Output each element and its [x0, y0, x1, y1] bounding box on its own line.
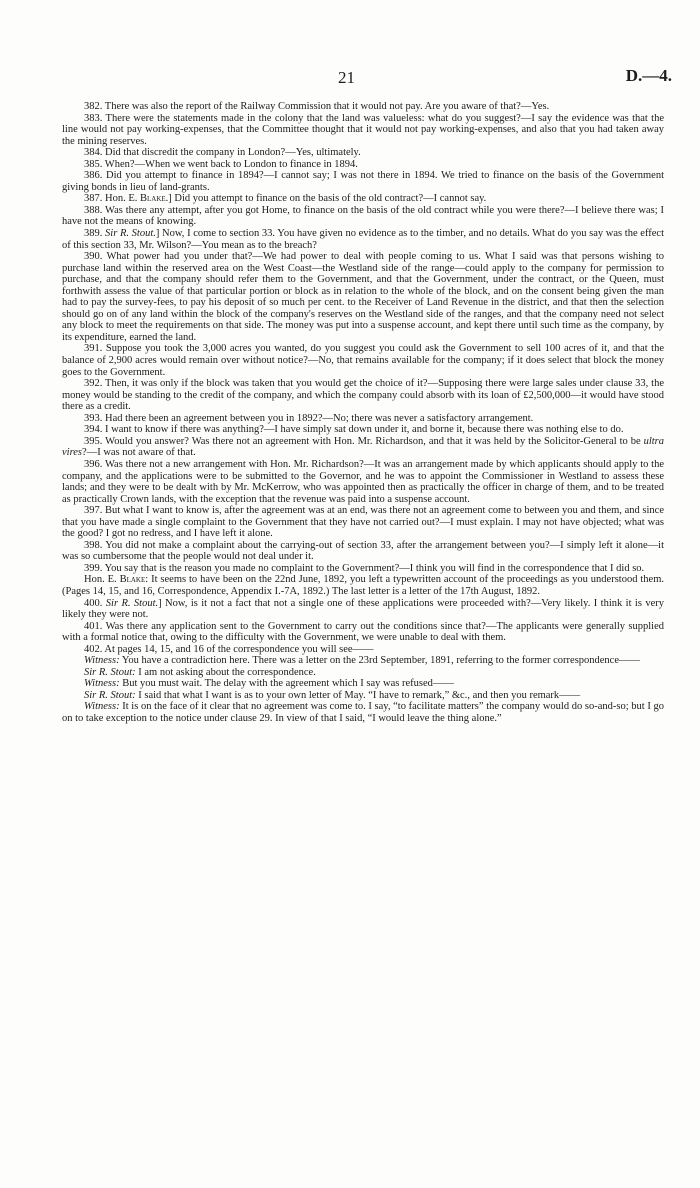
- paragraph-391: [62, 343, 664, 378]
- para-text: ] Now, I come to section 33. You have given no evidence as to the timber, and no details. What do you say was the effect of this section 33, Mr. Wilson?—You mean as to the breach?: [62, 228, 664, 251]
- para-text: 390. What power had you under that?—We had power to deal with people coming to us. What I said was that persons wishing to purchase land within the reserved area on the West Coast—the Westland side of the range—could apply to the company for permission to purchase, and that the company should refer them to the Government, and that the Government, under the contract, or the Queen, must forthwith assess the value of that particular portion or block as in relation to the whole of the block, and on the consent being given the man had to pay the survey-fees, to pay his deposit of so much per cent. to the Receiver of Land Revenue in the district, and that then the selection should go on of any land within the block of the company's reserves on the Westland side of the ranges, and that the company need not select any block to meet the requirements on that side. The money was put into a suspense account, and kept there until such time as the company, by its expenditure, earned the land.: [62, 251, 664, 343]
- paragraph-witness-2: [62, 678, 664, 690]
- para-text: 383. There were the statements made in the colony that the land was valueless: what do you suggest?—I say the evidence was that the line would not pay working-expenses, that the Committee thought that it would not pay working-expenses, and also that you had taken away the mining reserves.: [62, 112, 664, 147]
- para-text: : It seems to have been on the 22nd June, 1892, you left a typewritten account of the proceedings as you understood them. (Pages 14, 15, and 16, Correspondence, Appendix I.-7A, 1892.) The last letter is a letter of the 17th August, 1892.: [62, 574, 665, 597]
- paragraph-396: [62, 459, 664, 505]
- speaker-name: Witness:: [84, 678, 120, 690]
- paragraph-397: [62, 505, 664, 540]
- paragraph-388: [62, 205, 664, 228]
- para-prefix: 389.: [84, 228, 106, 240]
- speaker-name: Witness:: [84, 655, 120, 667]
- para-text: 399. You say that is the reason you made no complaint to the Government?—I think you will find in the correspondence that I did so.: [84, 562, 645, 574]
- document-reference: D.—4.: [625, 66, 672, 85]
- para-text: 385. When?—When we went back to London to finance in 1894.: [84, 158, 358, 170]
- para-prefix: 387. Hon. E.: [84, 193, 140, 205]
- para-text: But you must wait. The delay with the agreement which I say was refused——: [119, 678, 454, 690]
- para-text: 384. Did that discredit the company in London?—Yes, ultimately.: [84, 147, 361, 159]
- para-prefix: 395. Would you answer? Was there not an agreement with Hon. Mr. Richardson, and that it was held by the Solicitor-General to be: [84, 435, 644, 447]
- para-text: 402. At pages 14, 15, and 16 of the correspondence you will see——: [84, 643, 374, 655]
- paragraph-387: [62, 193, 664, 205]
- paragraph-393: [62, 413, 664, 425]
- para-text: 401. Was there any application sent to the Government to carry out the conditions since that?—The applicants were generally supplied with a formal notice that, owing to the difficulty with the Government, we were unable to deal with them.: [62, 620, 664, 644]
- speaker-name: Blake: [140, 193, 166, 205]
- paragraph-386: [62, 170, 664, 193]
- paragraph-stout-1: [62, 667, 664, 679]
- speaker-name: Sir R. Stout.: [105, 597, 159, 609]
- paragraph-395: [62, 436, 664, 459]
- speaker-name: Sir R. Stout.: [105, 228, 156, 240]
- paragraph-392: [62, 378, 664, 413]
- para-text: 398. You did not make a complaint about the carrying-out of section 33, after the arrangement between you?—I simply left it alone—it was so cumbersome that the people would not deal under it.: [62, 539, 664, 563]
- paragraph-400: [62, 598, 664, 621]
- speaker-name: Blake: [119, 574, 146, 586]
- paragraph-stout-2: [62, 690, 664, 702]
- para-text: .] Did you attempt to finance on the basis of the old contract?—I cannot say.: [165, 193, 487, 205]
- paragraph-383: [62, 113, 664, 148]
- paragraph-382: [62, 101, 664, 113]
- para-text: ] Now, is it not a fact that not a single one of these applications were proceeded with?—Very likely. I think it is very likely they were not.: [62, 597, 664, 621]
- para-text: 391. Suppose you took the 3,000 acres you wanted, do you suggest you could ask the Government to sell 100 acres of it, and that the balance of 2,900 acres would remain over without notice?—No, that remains available for the company; if it does select that block the money goes to the Government.: [62, 343, 664, 378]
- paragraph-401: [62, 621, 664, 644]
- para-text: It is on the face of it clear that no agreement was come to. I say, “to facilitate matters” the company would do so-and-so; but I go on to take exception to the notice under clause 29. In view of that I said, “I would leave the thing alone.”: [62, 701, 664, 724]
- paragraph-384: [62, 147, 664, 159]
- paragraph-398: [62, 540, 664, 563]
- speaker-name: Sir R. Stout:: [84, 689, 136, 701]
- paragraph-389: [62, 228, 664, 251]
- paragraph-402: [62, 644, 664, 656]
- para-text: 382. There was also the report of the Railway Commission that it would not pay. Are you aware of that?—Yes.: [84, 101, 550, 112]
- speaker-name: Witness:: [84, 701, 120, 713]
- para-text: 394. I want to know if there was anything?—I have simply sat down under it, and borne it, because there was nothing else to do.: [84, 424, 624, 436]
- para-text: 397. But what I want to know is, after the agreement was at an end, was there not an agreement come to between you and them, and since that you have made a single complaint to the Government that they have not carried out?—I must explain. I may not have objected; what was the good? I got no redress, and I have left it alone.: [62, 505, 664, 540]
- para-prefix: Hon. E.: [84, 574, 120, 586]
- para-text: I said that what I want is as to your own letter of May. “I have to remark,” &c., and then you remark——: [135, 689, 581, 701]
- body-text: [62, 101, 664, 725]
- latin-phrase: ultra vires: [62, 435, 664, 459]
- paragraph-witness-1: [62, 655, 664, 667]
- paragraph-blake-remark: [62, 574, 664, 597]
- para-text: 386. Did you attempt to finance in 1894?—I cannot say; I was not there in 1894. We tried to finance on the basis of the Government giving bonds in lieu of land-grants.: [62, 170, 664, 193]
- paragraph-394: [62, 424, 664, 436]
- para-text: 396. Was there not a new arrangement with Hon. Mr. Richardson?—It was an arrangement made by which applicants should apply to the company, and the applications were to be submitted to the Governor, and he was to appoint the Commissioner in Westland to assess these lands; and they were to be dealt with by Mr. McKerrow, who was appointed then as practically the officer in charge of them, and to be treated as practically Crown lands, with the exception that the revenue was paid into a suspense account.: [62, 458, 664, 505]
- paragraph-399: [62, 563, 664, 575]
- para-text: 388. Was there any attempt, after you got Home, to finance on the basis of the old contract while you were there?—I believe there was; I have not the means of knowing.: [62, 204, 664, 228]
- para-text: 392. Then, it was only if the block was taken that you would get the choice of it?—Supposing there were large sales under clause 33, the money would be standing to the credit of the company, and which the company could absorb with its loan of £2,500,000—it would have stood there as a credit.: [62, 378, 664, 413]
- speaker-name: Sir R. Stout:: [84, 666, 136, 678]
- paragraph-witness-3: [62, 701, 664, 724]
- page-number: 21: [338, 68, 355, 87]
- para-text: 393. Had there been an agreement between you in 1892?—No; there was never a satisfactory arrangement.: [84, 412, 534, 424]
- para-prefix: 400.: [84, 597, 106, 609]
- para-text: I am not asking about the correspondence.: [135, 666, 316, 678]
- para-text: You have a contradiction here. There was a letter on the 23rd September, 1891, referring to the former correspondence——: [119, 655, 641, 667]
- paragraph-385: [62, 159, 664, 171]
- para-text: ?—I was not aware of that.: [82, 447, 196, 459]
- paragraph-390: [62, 251, 664, 343]
